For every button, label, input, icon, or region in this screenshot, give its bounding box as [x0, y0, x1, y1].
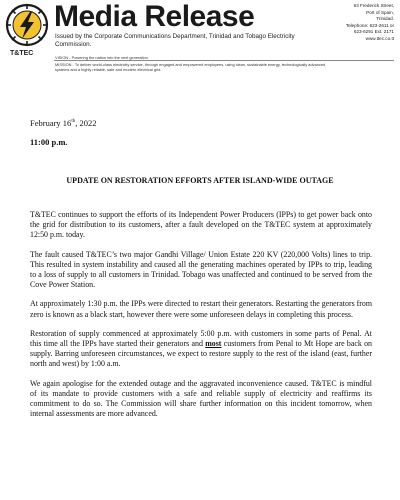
paragraph — [30, 329, 372, 370]
mission-statement: MISSION - To deliver world-class electricity service, through engaged and empowered employees, using clean, sustainable energy, technologically advanced systems and a highly reliable, safe and modern electrical grid. — [55, 62, 326, 72]
release-header — [0, 0, 400, 72]
release-body — [30, 210, 372, 428]
issued-by-text: Issued by the Corporate Communications Department, Trinidad and Tobago Electricity Commission. — [55, 33, 295, 48]
date-year: , 2022 — [75, 118, 97, 128]
logo-wordmark: T&TEC — [10, 50, 34, 57]
release-time: 11:00 p.m. — [30, 137, 68, 147]
address-line: 623-6291 Ext. 2171 — [353, 29, 394, 35]
address-line: 63 Frederick Street, — [353, 3, 394, 8]
paragraph: T&TEC continues to support the efforts of its Independent Power Producers (IPPs) to get power back onto the grid for distribution to its customers, after a fault developed on the T&TEC system at approximately 12:50 p.m. today. — [30, 210, 372, 240]
page-title: Media Release — [54, 0, 255, 33]
paragraph: At approximately 1:30 p.m. the IPPs were directed to restart their generators. Restarting the generators from zero is known as a black start, however there were some unforeseen delays in completing this process. — [30, 299, 372, 319]
contact-address — [304, 3, 394, 43]
header-divider — [54, 60, 394, 61]
date-text: February 16 — [30, 118, 72, 128]
address-line: Telephone: 623-2611 or — [345, 22, 394, 28]
release-headline: UPDATE ON RESTORATION EFFORTS AFTER ISLAND-WIDE OUTAGE — [66, 176, 334, 185]
address-line: Trinidad. — [376, 16, 394, 22]
address-line: Port of Spain, — [366, 9, 394, 15]
date-suffix: th — [71, 119, 76, 125]
release-date — [30, 118, 96, 128]
paragraph: We again apologise for the extended outage and the aggravated inconvenience caused. T&TEC is mindful of its mandate to provide customers with a safe and reliable supply of electricity and reaffirms its commitment to do so. The Commission will share further information on this incident tomorrow, when internal assessments are more advanced. — [30, 378, 372, 419]
paragraph-text: customers from Penal to Mt Hope are back on supply. Barring unforeseen circumstances, we expect to restore supply to the rest of the island (east, further north and west) by 1:00 a.m. — [30, 339, 372, 369]
paragraph: The fault caused T&TEC’s two major Gandhi Village/ Union Estate 220 KV (220,000 Volts) lines to trip. This resulted in system instability and caused all the generating machines operated by IPPs to trip, leading to a loss of supply to all customers in Trinidad. Tobago was unaffected and continued to be served from the Cove Power Station. — [30, 249, 372, 290]
website-link[interactable]: www.ttec.co.tt — [365, 35, 394, 41]
paragraph-text: Restoration of supply commenced at approximately 5:00 p.m. with customers in some parts of Penal. At this time all the IPPs have started their generators and — [30, 328, 372, 349]
emphasis-text: most — [205, 339, 222, 349]
ttec-logo-icon — [5, 3, 49, 49]
vision-statement: VISION - Powering the nation into the next generation. — [55, 55, 149, 60]
